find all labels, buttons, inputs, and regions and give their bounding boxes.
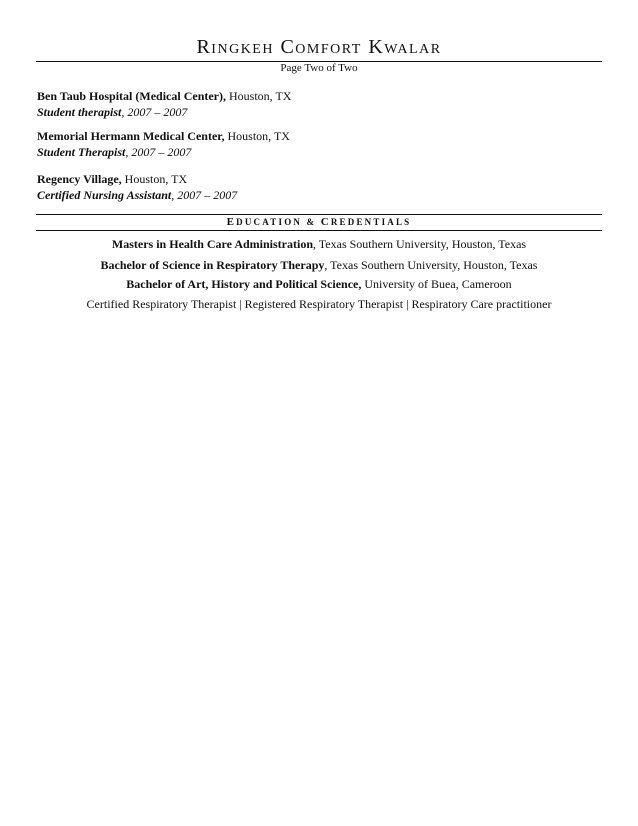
candidate-name <box>0 36 638 59</box>
location: Houston, TX <box>226 89 292 103</box>
degree: Bachelor of Science in Respiratory Therapy <box>100 258 325 272</box>
dates: , 2007 – 2007 <box>121 105 188 119</box>
experience-entry-1 <box>37 88 291 120</box>
employer: Ben Taub Hospital (Medical Center), <box>37 89 227 103</box>
location: Houston, TX <box>121 172 188 186</box>
job-title: Student therapist <box>37 105 122 119</box>
section-divider-top <box>36 214 602 215</box>
education-item-1 <box>0 236 638 252</box>
location: Houston, TX <box>224 129 290 143</box>
degree: Masters in Health Care Administration <box>111 237 314 251</box>
dates: , 2007 – 2007 <box>171 188 238 202</box>
name-first: Ringkeh <box>196 36 274 58</box>
job-title: Student Therapist <box>37 145 126 159</box>
experience-entry-3 <box>37 171 237 203</box>
degree: Bachelor of Art, History and Political Science, <box>126 277 362 291</box>
employer: Regency Village, <box>37 172 122 186</box>
employer: Memorial Hermann Medical Center, <box>37 129 225 143</box>
name-last: Kwalar <box>368 36 442 58</box>
section-divider-bottom <box>36 230 602 231</box>
name-middle: Comfort <box>280 36 362 58</box>
education-section-title: EDUCATION & CREDENTIALS <box>226 216 412 228</box>
education-item-2 <box>0 257 638 273</box>
credentials-line: Certified Respiratory Therapist | Registered Respiratory Therapist | Respiratory Care practitioner <box>86 297 552 311</box>
education-item-3 <box>0 276 638 292</box>
dates: , 2007 – 2007 <box>125 145 192 159</box>
school: University of Buea, Cameroon <box>361 277 512 291</box>
page-number: Page Two of Two <box>280 62 358 74</box>
school: , Texas Southern University, Houston, Texas <box>324 258 538 272</box>
job-title: Certified Nursing Assistant <box>37 188 172 202</box>
school: , Texas Southern University, Houston, Texas <box>313 237 527 251</box>
experience-entry-2 <box>37 128 290 160</box>
